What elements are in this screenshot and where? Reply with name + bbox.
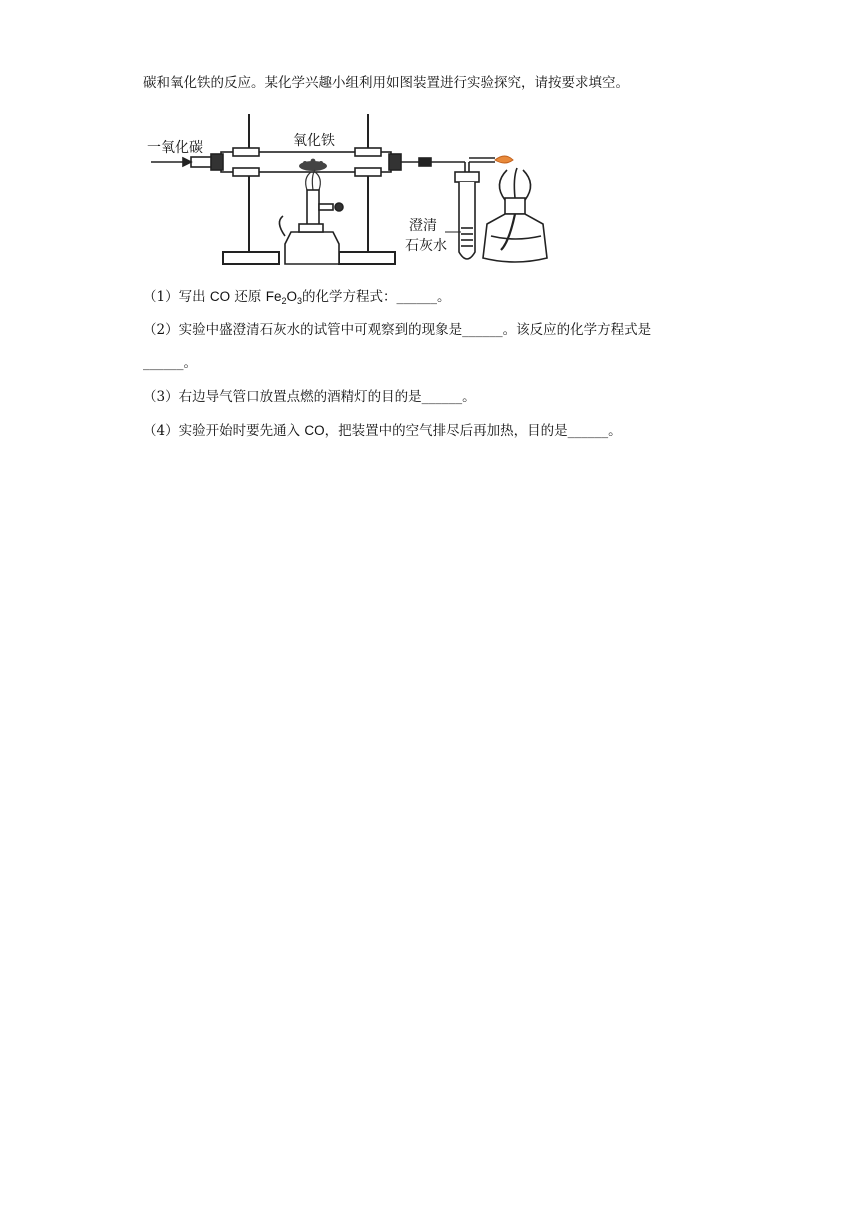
q4-prefix: （4）实验开始时要先通入 <box>143 423 305 439</box>
gas-inlet <box>151 157 211 167</box>
alcohol-lamp <box>483 168 547 262</box>
question-2-line-2: ______。 <box>143 355 197 371</box>
q4-co: CO <box>304 423 325 438</box>
q1-prefix: （1）写出 <box>143 289 210 305</box>
q1-suffix: 的化学方程式：______。 <box>302 289 451 305</box>
right-iron-stand <box>339 114 395 264</box>
question-1 <box>143 287 451 311</box>
question-4 <box>143 421 622 441</box>
blowtorch-lamp <box>279 190 343 264</box>
label-limewater-1: 澄清 <box>409 218 437 234</box>
q1-middle: 还原 <box>230 289 266 305</box>
question-3: （3）右边导气管口放置点燃的酒精灯的目的是______。 <box>143 389 476 405</box>
intro-text: 碳和氧化铁的反应。某化学兴趣小组利用如图装置进行实验探究，请按要求填空。 <box>143 75 629 91</box>
outlet-flame <box>495 156 513 163</box>
label-limewater-2: 石灰水 <box>405 238 447 254</box>
q1-o: O <box>286 289 298 304</box>
apparatus-figure <box>143 112 563 272</box>
q1-fe: Fe <box>265 289 282 304</box>
q1-co: CO <box>209 289 231 304</box>
q4-suffix: ，把装置中的空气排尽后再加热，目的是______。 <box>324 423 622 439</box>
label-carbon-monoxide: 一氧化碳 <box>147 140 203 156</box>
label-iron-oxide: 氧化铁 <box>293 133 335 149</box>
burner-flame <box>306 170 321 190</box>
apparatus-diagram <box>143 112 563 272</box>
question-2-line-1: （2）实验中盛澄清石灰水的试管中可观察到的现象是______。该反应的化学方程式是 <box>143 322 652 338</box>
left-iron-stand <box>223 114 279 264</box>
limewater-test-tube <box>455 172 479 259</box>
q1-subscript-2: 2 <box>281 296 287 306</box>
q1-subscript-3: 3 <box>297 296 303 306</box>
